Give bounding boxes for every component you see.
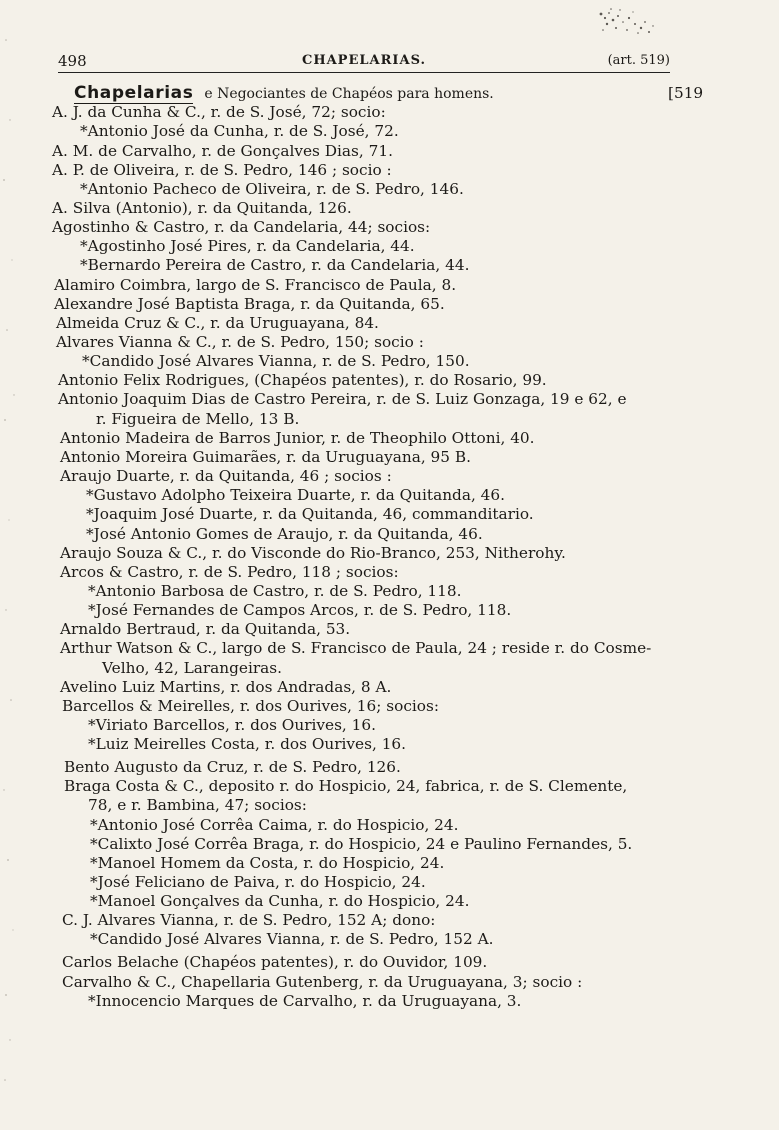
entry-line: A. Silva (Antonio), r. da Quitanda, 126.: [52, 198, 352, 217]
entry-line: *Gustavo Adolpho Teixeira Duarte, r. da Quitanda, 46.: [86, 486, 506, 505]
entry-line: *Antonio José da Cunha, r. de S. José, 72.: [80, 122, 399, 141]
entry-line: *Candido José Alvares Vianna, r. de S. Pedro, 150.: [82, 352, 470, 371]
entry-line: Arnaldo Bertraud, r. da Quitanda, 53.: [60, 620, 351, 639]
entry-line: r. Figueira de Mello, 13 B.: [96, 409, 300, 428]
section-subtitle: e Negociantes de Chapéos para homens.: [204, 86, 494, 102]
entry-line: *Manoel Gonçalves da Cunha, r. do Hospicio, 24.: [90, 892, 470, 911]
entry-line: Velho, 42, Larangeiras.: [102, 658, 283, 677]
entry-line: Agostinho & Castro, r. da Candelaria, 44; socios:: [52, 218, 431, 237]
entry-line: A. P. de Oliveira, r. de S. Pedro, 146 ; socio :: [52, 160, 392, 179]
entry-line: Alvares Vianna & C., r. de S. Pedro, 150; socio :: [56, 333, 424, 351]
entry-line: *José Fernandes de Campos Arcos, r. de S. Pedro, 118.: [88, 601, 512, 620]
entry-line: A. M. de Carvalho, r. de Gonçalves Dias, 71.: [52, 141, 393, 160]
entry-line: Braga Costa & C., deposito r. do Hospicio, 24, fabrica, r. de S. Clemente,: [64, 777, 628, 796]
entry-line: *Candido José Alvares Vianna, r. de S. Pedro, 152 A.: [90, 930, 494, 949]
entry-line: *Antonio Barbosa de Castro, r. de S. Pedro, 118.: [88, 581, 462, 600]
print-speckle-mark: [583, 4, 663, 44]
entry-line: Avelino Luiz Martins, r. dos Andradas, 8 A.: [60, 677, 392, 696]
entry-line: *Manoel Homem da Costa, r. do Hospicio, 24.: [90, 853, 445, 872]
entry-line: *José Feliciano de Paiva, r. do Hospicio, 24.: [90, 872, 426, 891]
page-number: 498: [58, 52, 87, 70]
running-header: [58, 52, 670, 73]
running-title: CHAPELARIAS.: [301, 53, 427, 68]
entry-line: Araujo Souza & C., r. do Visconde do Rio-Branco, 253, Nitherohy.: [60, 543, 566, 562]
section-number: [519: [668, 84, 704, 102]
entry-line: *Luiz Meirelles Costa, r. dos Ourives, 16.: [88, 735, 407, 754]
entry-line: Araujo Duarte, r. da Quitanda, 46 ; socios :: [60, 467, 392, 485]
entry-line: A. J. da Cunha & C., r. de S. José, 72; socio:: [52, 103, 386, 122]
margin-bleed-marks: [0, 0, 60, 1130]
entry-line: Antonio Moreira Guimarães, r. da Uruguayana, 95 B.: [60, 447, 471, 466]
entry-line: *Antonio José Corrêa Caima, r. do Hospicio, 24.: [90, 815, 459, 834]
entry-line: Carlos Belache (Chapéos patentes), r. do Ouvidor, 109.: [62, 953, 488, 972]
section-heading: [74, 83, 704, 104]
entry-line: Arcos & Castro, r. de S. Pedro, 118 ; socios:: [60, 562, 399, 581]
entry-line: Barcellos & Meirelles, r. dos Ourives, 16; socios:: [62, 696, 440, 715]
entry-line: *Bernardo Pereira de Castro, r. da Candelaria, 44.: [80, 256, 470, 275]
entry-line: *José Antonio Gomes de Araujo, r. da Quitanda, 46.: [86, 524, 483, 543]
entry-line: *Viriato Barcellos, r. dos Ourives, 16.: [88, 716, 376, 734]
entry-line: Antonio Felix Rodrigues, (Chapéos patentes), r. do Rosario, 99.: [58, 371, 547, 390]
entry-line: Carvalho & C., Chapellaria Gutenberg, r. da Uruguayana, 3; socio :: [62, 972, 583, 991]
entry-line: 78, e r. Bambina, 47; socios:: [88, 796, 307, 815]
entry-line: Almeida Cruz & C., r. da Uruguayana, 84.: [56, 313, 379, 332]
entry-line: *Calixto José Corrêa Braga, r. do Hospicio, 24 e Paulino Fernandes, 5.: [90, 834, 633, 853]
entry-line: Antonio Joaquim Dias de Castro Pereira, r. de S. Luiz Gonzaga, 19 e 62, e: [58, 390, 627, 409]
entry-line: Bento Augusto da Cruz, r. de S. Pedro, 126.: [64, 758, 401, 776]
entry-line: Alexandre José Baptista Braga, r. da Quitanda, 65.: [54, 294, 445, 313]
entry-line: Antonio Madeira de Barros Junior, r. de Theophilo Ottoni, 40.: [60, 428, 535, 447]
entry-line: *Innocencio Marques de Carvalho, r. da Uruguayana, 3.: [88, 991, 522, 1010]
entry-line: Arthur Watson & C., largo de S. Francisco de Paula, 24 ; reside r. do Cosme-: [60, 639, 652, 658]
entry-line: Alamiro Coimbra, largo de S. Francisco de Paula, 8.: [54, 275, 457, 294]
entry-line: *Joaquim José Duarte, r. da Quitanda, 46, commanditario.: [86, 505, 534, 524]
entry-line: C. J. Alvares Vianna, r. de S. Pedro, 152 A; dono:: [62, 911, 436, 930]
entry-line: *Antonio Pacheco de Oliveira, r. de S. Pedro, 146.: [80, 179, 464, 198]
section-title: Chapelarias: [74, 83, 194, 103]
article-reference: (art. 519): [607, 53, 670, 68]
entry-line: *Agostinho José Pires, r. da Candelaria, 44.: [80, 237, 415, 256]
